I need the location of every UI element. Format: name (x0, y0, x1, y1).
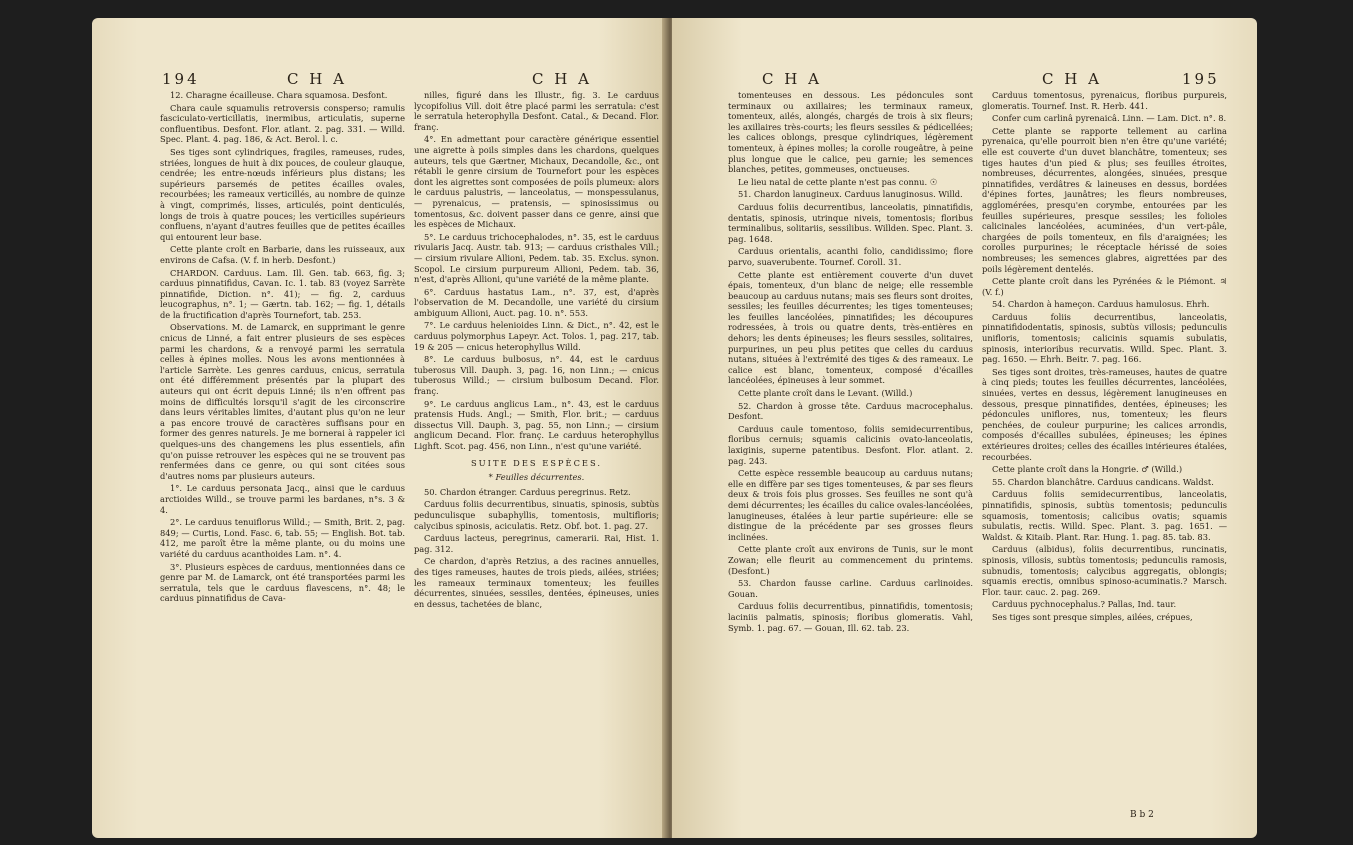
paragraph: CHARDON. Carduus. Lam. Ill. Gen. tab. 663, fig. 3; carduus pinnatifidus, Cavan. Ic. 1. tab. 83 (voyez Sarrète pinnatifide, Diction. n°. 41); — fig. 2, carduus leucographus, n°. 1; — Gærtn. tab. 162; — fig. 1, détails de la fructification d'après Tournefort, tab. 253. (160, 267, 405, 320)
paragraph: tomenteuses en dessous. Les pédoncules sont terminaux ou axillaires; les terminaux rameux, tomenteux, ailés, alongés, chargés de trois à six fleurs; les axillaires très-courts; les fleurs sessiles & pédicellées; les calices oblongs, presque cylindriques, légèrement tomenteux, à épines molles; la corolle rougeâtre, à peine plus longue que le calice, peu garnie; les semences blanches, petites, gommeuses, onctueuses. (728, 90, 973, 175)
paragraph: 2°. Le carduus tenuiflorus Willd.; — Smith, Brit. 2, pag. 849; — Curtis, Lond. Fasc. 6, tab. 55; — English. Bot. tab. 412, me paroît être la même plante, ou du moins une variété du carduus acanthoides Lam. n°. 4. (160, 517, 405, 559)
paragraph: Carduus (albidus), foliis decurrentibus, runcinatis, spinosis, villosis, subtùs tomentosis; pedunculis ramosis, subnudis, tomentosis; calycibus aggregatis, oblongis; squamis erectis, omnibus spinoso-acuminatis.? Marsch. Flor. taur. cauc. 2. pag. 269. (982, 544, 1227, 597)
paragraph: Carduus foliis semidecurrentibus, lanceolatis, pinnatifidis, spinosis, subtùs tomentosis; pedunculis squamosis, tomentosis; calicibus ovatis; squamis subulatis, rectis. Willd. Spec. Plant. 3. pag. 1651. — Waldst. & Kitaib. Plant. Rar. Hung. 1. pag. 85. tab. 83. (982, 489, 1227, 542)
running-header-right: C H A (1042, 70, 1102, 88)
paragraph: 51. Chardon lanugineux. Carduus lanuginosus. Willd. (738, 189, 963, 200)
paragraph: Cette plante croît dans le Levant. (Willd.) (738, 388, 913, 399)
signature-mark: B b 2 (1130, 810, 1154, 820)
paragraph: Observations. M. de Lamarck, en supprimant le genre cnicus de Linné, a fait entrer plusieurs de ses espèces parmi les chardons, & a renvoyé parmi les serratula celles à épines molles. Nous les avons mentionnées à l'article Sarrète. Les genres carduus, cnicus, serratula ont été différemment présentés par la plupart des auteurs qui ont écrit depuis Linné; ils n'en offrent pas moins de difficultés lorsqu'il s'agit de les circonscrire dans leurs véritables limites, d'autant plus qu'on ne leur a pas encore trouvé de caractères suffisans pour en former des genres naturels. Je me bornerai à rappeler ici quelques-uns des changemens les plus essentiels, afin qu'on puisse retrouver les espèces qui ne se trouvent pas renfermées dans ce genre, ou qui sont citées sous d'autres noms par plusieurs auteurs. (160, 322, 405, 481)
right-page (672, 18, 1257, 838)
paragraph: Carduus caule tomentoso, foliis semidecurrentibus, floribus cernuis; squamis calicinis ovato-lanceolatis, laxiginis, superne patentibus. Desfont. Flor. atlant. 2. pag. 243. (728, 423, 973, 466)
paragraph: Carduus lacteus, peregrinus, camerarii. Rai, Hist. 1. pag. 312. (414, 533, 659, 554)
paragraph: Cette plante croît dans la Hongrie. ♂ (Willd.) (992, 464, 1183, 475)
right-column-1 (728, 90, 973, 825)
paragraph: Ses tiges sont droites, très-rameuses, hautes de quatre à cinq pieds; toutes les feuilles décurrentes, lancéolées, sinuées, vertes en dessus, légèrement lanugineuses en dessous, presque pinnatifides, dentées, épineuses; les pédoncules uniflores, nus, tomenteux; les fleurs penchées, de couleur purpurine; les calices arrondis, composés d'écailles subulées, épineuses; les épines extérieures droites; celles des écailles intérieures étalées, recourbées. (982, 366, 1227, 462)
paragraph: Carduus foliis decurrentibus, sinuatis, spinosis, subtùs pedunculisque subaphyllis, tomentosis, multifloris; calycibus spinosis, aciculatis. Retz. Obf. bot. 1. pag. 27. (414, 499, 659, 531)
paragraph: 50. Chardon étranger. Carduus peregrinus. Retz. (424, 486, 631, 497)
paragraph: 52. Chardon à grosse tête. Carduus macrocephalus. Desfont. (728, 400, 973, 422)
paragraph: Cette plante croît aux environs de Tunis, sur le mont Zowan; elle fleurit au commencement du printems. (Desfont.) (728, 544, 973, 576)
paragraph: 4°. En admettant pour caractère générique essentiel une aigrette à poils simples dans les chardons, quelques auteurs, tels que Gærtner, Michaux, Decandolle, &c., ont rétabli le genre cirsium de Tournefort pour les espèces dont les aigrettes sont composées de poils plumeux: alors le carduus palustris, — lanceolatus, — monspessulanus, — pyrenaicus, — pratensis, — spinosissimus ou tomentosus, &c. doivent passer dans ce genre, ainsi que les espèces de Michaux. (414, 134, 659, 230)
running-header-right-left: C H A (762, 70, 822, 88)
paragraph: 7°. Le carduus helenioides Linn. & Dict., n°. 42, est le carduus polymorphus Lapeyr. Act. Tolos. 1, pag. 217, tab. 19 & 205 — cnicus heterophyllus Willd. (414, 320, 659, 352)
running-header-left-right: C H A (532, 70, 592, 88)
open-book (92, 18, 1257, 838)
paragraph: Cette plante croît en Barbarie, dans les ruisseaux, aux environs de Cafsa. (V. f. in herb. Desfont.) (160, 244, 405, 265)
paragraph: Cette plante se rapporte tellement au carlina pyrenaica, qu'elle pourroit bien n'en être qu'une variété; elle est couverte d'un duvet blanchâtre, tomenteux; ses tiges hautes d'un pied & plus; ses feuilles étroites, nombreuses, décurrentes, alongées, sinuées, presque pinnatifides, verdâtres & laineuses en dessus, bordées d'épines fortes, jaunâtres; les fleurs nombreuses, agglomérées, presqu'en corymbe, entourées par les feuilles supérieures, presque sessiles; les folioles calicinales lancéolées, acuminées, d'un vert-pâle, chargées de poils tomenteux, en fils d'araignées; les corolles purpurines; le réceptacle hérissé de soies nombreuses; les semences glabres, aigrettées par des poils légèrement dentelés. (982, 125, 1227, 274)
left-page (92, 18, 667, 838)
page-number-right: 195 (1182, 70, 1220, 88)
paragraph: Cette plante est entièrement couverte d'un duvet épais, tomenteux, d'un blanc de neige; elle ressemble beaucoup au carduus nutans; mais ses fleurs sont droites, sessiles; les feuilles décurrentes; les tiges tomenteuses; les feuilles lancéolées, pinnatifides; les découpures rodressées, à trois ou quatre dents, très-entières en dehors; les dents épineuses; les fleurs sessiles, solitaires, purpurines, un peu plus petites que celles du carduus nutans, situées à l'extrémité des tiges & des rameaux. Le calice est blanc, tomenteux, composé d'écailles lancéolées, épineuses à leur sommet. (728, 269, 973, 386)
paragraph: Cette plante croît dans les Pyrénées & le Piémont. ♃ (V. f.) (982, 276, 1227, 297)
paragraph: Carduus tomentosus, pyrenaicus, floribus purpureis, glomeratis. Tournef. Inst. R. Herb. 441. (982, 90, 1227, 111)
paragraph: Carduus orientalis, acanthi folio, candidissimo; flore parvo, suaverubente. Tournef. Coroll. 31. (728, 246, 973, 267)
paragraph: 55. Chardon blanchâtre. Carduus candicans. Waldst. (992, 476, 1214, 487)
paragraph: 12. Charagne écailleuse. Chara squamosa. Desfont. (170, 90, 388, 100)
paragraph: Carduus foliis decurrentibus, lanceolatis, pinnatifidis, dentatis, spinosis, utrinque niveis, tomentosis; floribus terminalibus, solitariis, sessilibus. Willden. Spec. Plant. 3. pag. 1648. (728, 201, 973, 244)
paragraph: 3°. Plusieurs espèces de carduus, mentionnées dans ce genre par M. de Lamarck, ont été transportées parmi les serratula, tels que le carduus flavescens, n°. 48; le carduus pinnatifidus de Cava- (160, 561, 405, 604)
paragraph: Carduus foliis decurrentibus, pinnatifidis, tomentosis; laciniis palmatis, spinosis; floribus glomeratis. Vahl, Symb. 1. pag. 67. — Gouan, Ill. 62. tab. 23. (728, 601, 973, 633)
paragraph: Chara caule squamulis retroversis consperso; ramulis fasciculato-verticillatis, inermibus, articulatis, superne confluentibus. Desfont. Flor. atlant. 2. pag. 331. — Willd. Spec. Plant. 4. pag. 186, & Act. Berol. l. c. (160, 102, 405, 145)
paragraph: 8°. Le carduus bulbosus, n°. 44, est le carduus tuberosus Vill. Dauph. 3, pag. 16, non Linn.; — cnicus tuberosus Willd.; — cirsium bulbosum Decand. Flor. franç. (414, 354, 659, 397)
paragraph: 9°. Le carduus anglicus Lam., n°. 43, est le carduus pratensis Huds. Angl.; — Smith, Flor. brit.; — carduus dissectus Vill. Dauph. 3, pag. 55, non Linn.; — cirsium anglicum Decand. Flor. franç. Le carduus heterophyllus Lighft. Scot. pag. 456, non Linn., n'est qu'une variété. (414, 398, 659, 451)
left-column-2 (414, 90, 659, 825)
left-column-1 (160, 90, 405, 825)
paragraph: Ses tiges sont presque simples, ailées, crépues, (992, 611, 1193, 622)
paragraph: Carduus pychnocephalus.? Pallas, Ind. taur. (992, 599, 1177, 610)
paragraph: 5°. Le carduus trichocephalodes, n°. 35, est le carduus rivularis Jacq. Austr. tab. 913; — carduus cristhales Vill.; — cirsium rivulare Allioni, Pedem. tab. 35. Exclus. synon. Scopol. Le cirsium purpureum Allioni, Pedem. tab. 36, n'est, d'après Allioni, qu'une variété de la même plante. (414, 231, 659, 285)
page-number-left: 194 (162, 70, 200, 88)
paragraph: Le lieu natal de cette plante n'est pas connu. ☉ (738, 176, 938, 187)
paragraph: 1°. Le carduus personata Jacq., ainsi que le carduus arctioides Willd., se trouve parmi les bardanes, n°s. 3 & 4. (160, 483, 405, 515)
paragraph: Ses tiges sont cylindriques, fragiles, rameuses, rudes, striées, longues de huit à dix pouces, de couleur glauque, cendrée; les entre-nœuds inférieurs plus distans; les supérieurs parsemés de petites écailles ovales, recourbées; les rameaux verticillés, au nombre de quinze à vingt, comprimés, lisses, articulés, point denticulés, longs de trois à quatre pouces; les verticilles supérieurs confluens, n'ayant d'autres feuilles que de petites écailles qui entourent leur base. (160, 146, 405, 242)
paragraph: nilles, figuré dans les Illustr., fig. 3. Le carduus lycopifolius Vill. doit être placé parmi les serratula: c'est le serratula heterophylla Desfont. Catal., & Decand. Flor. franç. (414, 90, 659, 132)
running-header-left: C H A (287, 70, 347, 88)
paragraph: Ce chardon, d'après Retzius, a des racines annuelles, des tiges rameuses, hautes de trois pieds, ailées, striées; les rameaux terminaux tomenteux; les feuilles décurrentes, sinuées, sessiles, dentées, épineuses, unies en dessus, tachetées de blanc, (414, 556, 659, 609)
paragraph: * Feuilles décurrentes. (488, 472, 585, 483)
paragraph: Cette espèce ressemble beaucoup au carduus nutans; elle en diffère par ses tiges tomenteuses, & par ses fleurs deux & trois fois plus grosses. Ses feuilles ne sont qu'à demi décurrentes; les écailles du calice ovales-lancéolées, lanugineuses, étalées à leur partie supérieure: elle se distingue de la précédente par ses grosses fleurs inclinées. (728, 468, 973, 542)
paragraph: Confer cum carlinâ pyrenaicâ. Linn. — Lam. Dict. n°. 8. (992, 113, 1227, 124)
paragraph: 53. Chardon fausse carline. Carduus carlinoides. Gouan. (728, 578, 973, 599)
paragraph: SUITE DES ESPÈCES. (470, 457, 603, 468)
right-column-2 (982, 90, 1227, 810)
paragraph: 6°. Carduus hastatus Lam., n°. 37, est, d'après l'observation de M. Decandolle, une variété du cirsium ambiguum Allioni, Auct. pag. 10. n°. 553. (414, 286, 659, 318)
paragraph: Carduus foliis decurrentibus, lanceolatis, pinnatifidodentatis, spinosis, subtùs villosis; pedunculis unifloris, tomentosis; calicinis squamis subulatis, spinosis, interioribus recurvatis. Willd. Spec. Plant. 3. pag. 1650. — Ehrh. Beitr. 7. pag. 166. (982, 311, 1227, 365)
paragraph: 54. Chardon à hameçon. Carduus hamulosus. Ehrh. (992, 299, 1210, 310)
